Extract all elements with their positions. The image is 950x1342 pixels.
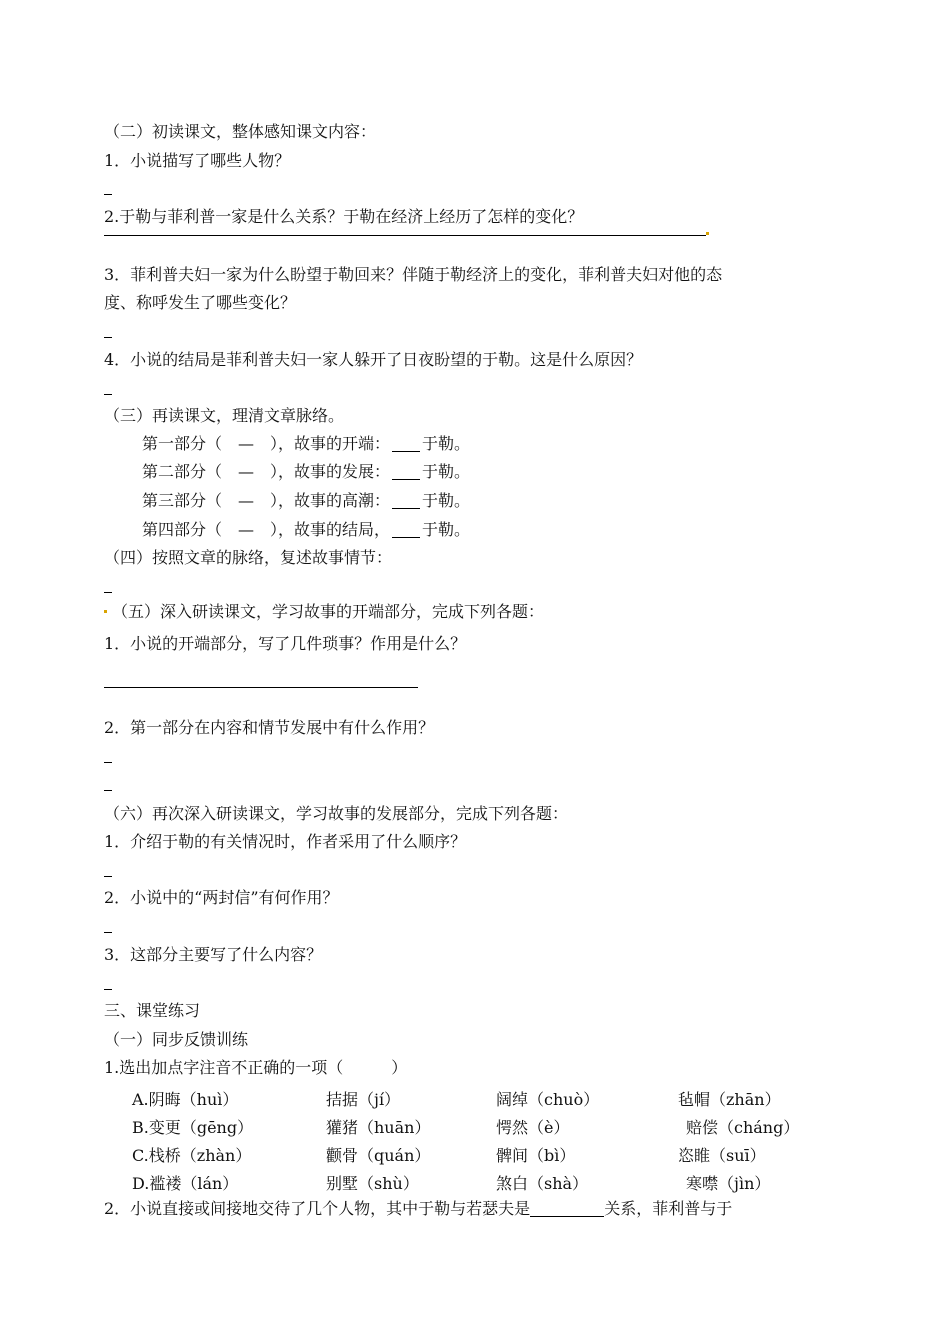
- question-6-2: 2．小说中的“两封信”有何作用？: [104, 888, 339, 907]
- section-4-heading: （四）按照文章的脉络，复述故事情节：: [104, 548, 393, 567]
- question-5-2: 2．第一部分在内容和情节发展中有什么作用？: [104, 718, 435, 737]
- section-6-heading: （六）再次深入研读课文，学习故事的发展部分，完成下列各题：: [104, 804, 569, 823]
- option-item: C.栈桥（zhàn）: [132, 1146, 252, 1165]
- outline-part-3: 第三部分（ — ），故事的高潮： 于勒。: [142, 491, 471, 510]
- fill-blank[interactable]: [392, 435, 420, 452]
- question-2-3-line1: 3．菲利普夫妇一家为什么盼望于勒回来？伴随于勒经济上的变化，菲利普夫妇对他的态: [104, 265, 723, 284]
- fill-blank[interactable]: [530, 1200, 604, 1217]
- answer-line[interactable]: [104, 989, 112, 990]
- answer-line[interactable]: [104, 762, 112, 763]
- option-item: A.阴晦（huì）: [132, 1090, 239, 1109]
- outline-part-4: 第四部分（ — ），故事的结局， 于勒。: [142, 520, 471, 539]
- section-5-heading: （五）深入研读课文，学习故事的开端部分，完成下列各题：: [112, 602, 545, 621]
- fill-blank[interactable]: [392, 463, 420, 480]
- option-item: 寒噤（jìn）: [686, 1174, 771, 1193]
- option-item: B.变更（gēng）: [132, 1118, 254, 1137]
- answer-line[interactable]: [104, 194, 112, 195]
- answer-line[interactable]: [104, 235, 706, 236]
- answer-line[interactable]: [104, 337, 112, 338]
- option-item: D.褴褛（lán）: [132, 1174, 239, 1193]
- practice-heading: 三、课堂练习: [104, 1001, 201, 1020]
- outline-part-2: 第二部分（ — ），故事的发展： 于勒。: [142, 462, 471, 481]
- option-item: 别墅（shù）: [326, 1174, 419, 1193]
- answer-line[interactable]: [104, 790, 112, 791]
- fill-blank[interactable]: [392, 521, 420, 538]
- answer-line[interactable]: [104, 592, 112, 593]
- option-item: 赔偿（cháng）: [686, 1118, 800, 1137]
- question-2-4: 4．小说的结局是菲利普夫妇一家人躲开了日夜盼望的于勒。这是什么原因？: [104, 350, 643, 369]
- option-row-c[interactable]: [132, 1143, 832, 1163]
- practice-subheading: （一）同步反馈训练: [104, 1030, 249, 1049]
- option-item: 拮据（jí）: [326, 1090, 401, 1109]
- outline-part-1: 第一部分（ — ），故事的开端： 于勒。: [142, 434, 471, 453]
- question-6-1: 1．介绍于勒的有关情况时，作者采用了什么顺序？: [104, 832, 467, 851]
- option-row-b[interactable]: [132, 1115, 832, 1135]
- question-2-1: 1．小说描写了哪些人物？: [104, 151, 291, 170]
- answer-line[interactable]: [104, 687, 418, 688]
- decorative-dot: [104, 610, 107, 613]
- practice-question-2: 2．小说直接或间接地交待了几个人物，其中于勒与若瑟夫是 关系，菲利普与于: [104, 1199, 733, 1218]
- decorative-dot: [706, 232, 709, 235]
- question-2-3-line2: 度、称呼发生了哪些变化？: [104, 293, 297, 312]
- question-6-3: 3．这部分主要写了什么内容？: [104, 945, 323, 964]
- answer-line[interactable]: [104, 394, 112, 395]
- option-item: 恣睢（suī）: [678, 1146, 766, 1165]
- option-row-d[interactable]: [132, 1171, 832, 1191]
- option-item: 髀间（bì）: [496, 1146, 576, 1165]
- question-2-2: 2.于勒与菲利普一家是什么关系？于勒在经济上经历了怎样的变化？: [104, 207, 584, 226]
- fill-blank[interactable]: [392, 492, 420, 509]
- answer-line[interactable]: [104, 876, 112, 877]
- option-item: 毡帽（zhān）: [678, 1090, 781, 1109]
- answer-line[interactable]: [104, 932, 112, 933]
- section-3-heading: （三）再读课文，理清文章脉络。: [104, 406, 345, 425]
- option-item: 颧骨（quán）: [326, 1146, 431, 1165]
- option-item: 愕然（è）: [496, 1118, 570, 1137]
- option-item: 阔绰（chuò）: [496, 1090, 600, 1109]
- option-row-a[interactable]: [132, 1087, 832, 1107]
- question-5-1: 1．小说的开端部分，写了几件琐事？作用是什么？: [104, 634, 467, 653]
- section-2-heading: （二）初读课文，整体感知课文内容：: [104, 122, 377, 141]
- option-item: 獾猪（huān）: [326, 1118, 431, 1137]
- practice-question-1: 1.选出加点字注音不正确的一项（ ）: [104, 1058, 408, 1077]
- option-item: 煞白（shà）: [496, 1174, 589, 1193]
